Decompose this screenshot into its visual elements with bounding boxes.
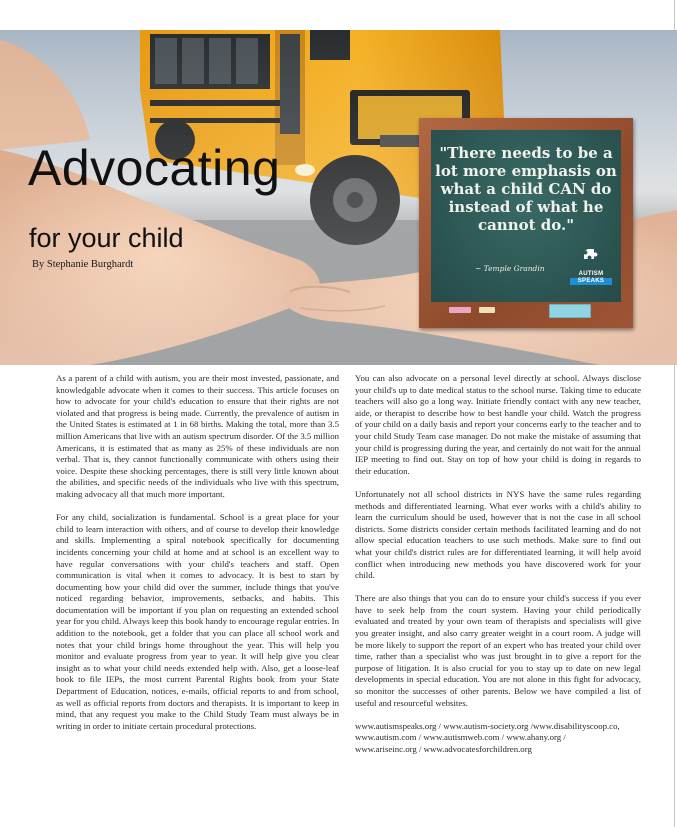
quote-author: ~ Temple Grandin — [475, 264, 545, 273]
autism-speaks-logo — [570, 248, 612, 288]
chalk-pink — [449, 307, 471, 313]
paragraph: As a parent of a child with autism, you are their most invested, passionate, and knowledgable advocate when it comes to their success. This article focuses on how to advocate for your child's education to ensure that their rights are not violated and that progress is being made. Currently, the prevalence of autism in the United States is estimated at 1 in 68 births. Making the total, more than 3.5 million Americans that live with an autism spectrum disorder. Of the 3.5 million Americans, it is estimated that as many as 25% of these individuals are non verbal. That is, they cannot functionally communicate with others using their voice. Despite these shocking percentages, there is still very little known about the abilities, and specific needs of the individuals who live with this spectrum, making advocacy all that much more important. — [56, 373, 339, 499]
byline: By Stephanie Burghardt — [32, 259, 134, 270]
quote-text: "There needs to be a lot more emphasis on what a child CAN do instead of what he cannot do." — [435, 144, 617, 234]
puzzle-piece-icon — [582, 248, 600, 266]
resource-links — [355, 721, 641, 756]
paragraph: You can also advocate on a personal level directly at school. Always disclose your child's up to date medical status to the school nurse. Taking time to educate teachers will also go a long way. Initiate friendly contact with any new teacher, aide, or therapist to describe how to best handle your child. Watch the progress of your child on a daily basis and report your concerns early to the teacher and to your child Study Team case manager. Do not make the mistake of assuming that your child is progressing during the year, and certainly do not wait for the annual IEP meeting to find out. Stay on top of how your child is doing in regards to their education. — [355, 373, 641, 476]
link-line[interactable]: www.autismspeaks.org / www.autism-society.org /www.disabilityscoop.co, — [355, 720, 620, 731]
link-line[interactable]: www.ariseinc.org / www.advocatesforchildren.org — [355, 744, 532, 754]
chalkboard-surface — [431, 130, 621, 302]
logo-line-2: SPEAKS — [570, 278, 612, 285]
paragraph: There are also things that you can do to ensure your child's success if you ever have to seek help from the court system. Having your child periodically evaluated and treated by your own team of therapists and specialists will give you greater insight, and also carry greater weight in a court room. A judge will be more likely to support the report of an expert who has treated your child over time, rather than a specialist who was just brought in to give a report for the purpose of litigation. It is also crucial for you to stay up to date on new legal developments in special education. You are not alone in this fight for advocacy, so monitor the successes of other parents. Below we have compiled a list of useful and resourceful websites. — [355, 593, 641, 708]
body-column-left — [56, 373, 339, 744]
link-line[interactable]: www.autism.com / www.autismweb.com / www.ahany.org / — [355, 732, 566, 743]
article-title: Advocating — [28, 140, 281, 196]
chalk-cream — [479, 307, 495, 313]
quote-chalkboard — [419, 118, 633, 328]
chalk-blue — [549, 304, 591, 318]
paragraph: For any child, socialization is fundamental. School is a great place for your child to learn interaction with others, and of course to develop their knowledge and skills. Implementing a spiral notebook specifically for documenting incidents concerning your child at home and at school is an excellent way to have regular conversations with your child's teachers and staff. Open communication is vital when it comes to advocacy. It is best to start by documenting how your child did over the summer, include things that you've noticed regarding behavior, improvements, setbacks, and habits. This documentation will be important if you plan on requesting an extended school year for you child. Always keep this book handy to encourage regular entries. In addition to the notebook, get a folder that you can place all school work and notes that your child brings home throughout the year. This will help you monitor and evaluate progress from year to year. It will help give you clear insight as to what your child needs extended help with. Also, get a loose-leaf book to file IEPs, the most current Parental Rights book from your State Department of Education, notices, e-mails, official reports to and from school, as well as official reports from doctors and therapists. It is important to keep in mind, that any request you make to the Child Study Team must always be in writing in order to initiate certain procedural protections. — [56, 512, 339, 731]
logo-line-1: AUTISM — [578, 271, 604, 277]
paragraph: Unfortunately not all school districts in NYS have the same rules regarding methods and differentiated learning. What ever works with a child's ability to learn the curriculum should be used, however that is not the case in all school districts. Some districts consider certain methods facilitated learning and do not allow special education teachers to use such methods. Make sure to find out what your child's district rules are for differentiated learning, it will help avoid conflict when introducing new methods you have discovered work for your child. — [355, 488, 641, 581]
body-column-right — [355, 373, 641, 756]
article-subtitle: for your child — [29, 223, 184, 253]
